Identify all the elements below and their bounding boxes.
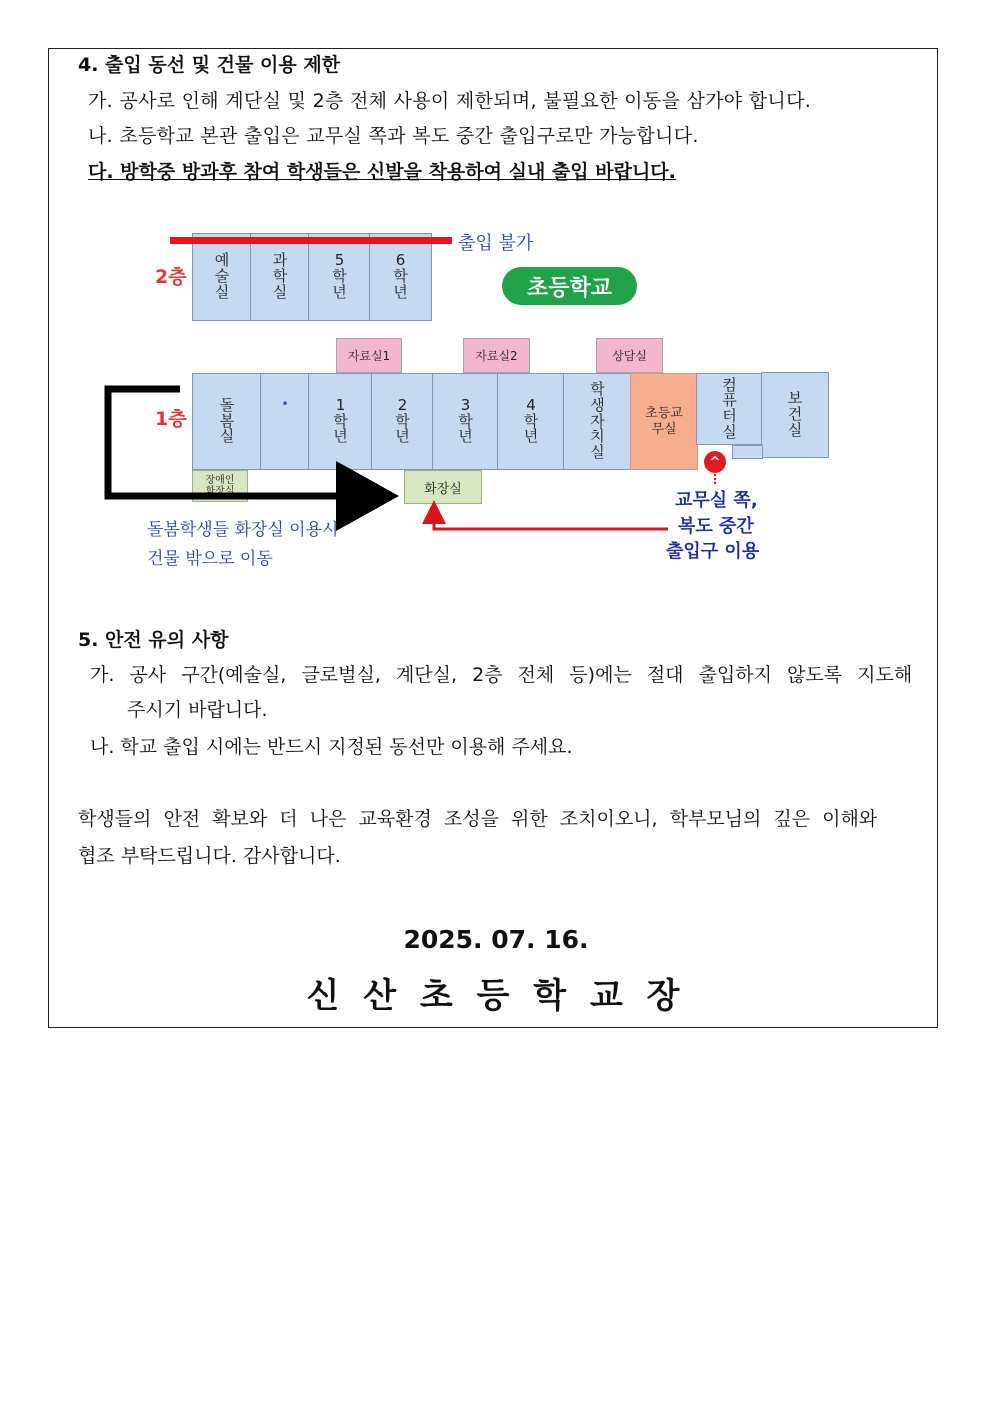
care-note-line2: 건물 밖으로 이동 [147, 549, 273, 569]
entrance-marker-icon: ^ [704, 451, 726, 473]
room-archive1: 자료실1 [336, 338, 402, 373]
room-science-label: 과 학 실 [272, 251, 288, 301]
section4-title: 4. 출입 동선 및 건물 이용 제한 [78, 54, 341, 76]
room-restroom: 화장실 [404, 470, 482, 504]
section5-title: 5. 안전 유의 사항 [78, 629, 229, 651]
room-accessible-restroom-label: 장애인화장실 [205, 475, 235, 497]
room-art-label: 예 술 실 [214, 251, 230, 301]
section4-item-da: 다. 방학중 방과후 참여 학생들은 신발을 착용하여 실내 출입 바랍니다. [88, 161, 676, 183]
care-note-line1: 돌봄학생들 화장실 이용시 [147, 520, 339, 540]
room-teachers-office-label: 초등교무실 [645, 405, 683, 437]
document-date: 2025. 07. 16. [403, 925, 589, 954]
section4-item-ga: 가. 공사로 인해 계단실 및 2층 전체 사용이 제한되며, 불필요한 이동을 삼가야 합니다. [88, 90, 812, 112]
closing-line2: 협조 부탁드립니다. 감사합니다. [78, 845, 341, 867]
room-grade4-label: 4 학 년 [523, 395, 539, 446]
room-grade3-label: 3 학 년 [458, 395, 473, 446]
room-archive2: 자료실2 [463, 338, 530, 373]
room-counseling: 상담실 [596, 338, 663, 373]
section4-item-na: 나. 초등학교 본관 출입은 교무실 쪽과 복도 중간 출입구로만 가능합니다. [88, 125, 699, 147]
entrance-note-line3: 출입구 이용 [666, 541, 760, 562]
floor1-label: 1층 [155, 408, 187, 430]
entrance-note-line1: 교무실 쪽, [675, 490, 758, 511]
room-grade1-label: 1 학 년 [333, 395, 348, 446]
room-grade2-label: 2 학 년 [395, 395, 410, 446]
room-dot: • [281, 397, 289, 412]
section5-item-ga-line2: 주시기 바랍니다. [127, 699, 268, 721]
room-grade6-label: 6 학 년 [393, 251, 408, 301]
room-student-council-label: 학 생 자 치 실 [590, 380, 605, 462]
entrance-route-arrow [434, 506, 668, 529]
room-grade5-label: 5 학 년 [332, 251, 347, 301]
school-badge: 초등학교 [502, 267, 637, 305]
entrance-note-line2: 복도 중간 [678, 516, 754, 537]
room-health-label: 보 건 실 [787, 389, 803, 439]
room-care-label: 돌 봄 실 [219, 395, 235, 446]
section5-item-na: 나. 학교 출입 시에는 반드시 지정된 동선만 이용해 주세요. [90, 736, 573, 758]
section5-item-ga-line1: 가. 공사 구간(예술실, 글로벌실, 계단실, 2층 전체 등)에는 절대 출입하지 않도록 지도해 [90, 664, 913, 686]
floor2-label: 2층 [155, 266, 187, 288]
care-route-arrow [108, 389, 385, 496]
closing-line1: 학생들의 안전 확보와 더 나은 교육환경 조성을 위한 조치이오니, 학부모님의 깊은 이해와 [78, 808, 878, 830]
room-computer-label: 컴 퓨 터 실 [722, 375, 737, 441]
no-entry-label: 출입 불가 [458, 233, 534, 254]
school-principal-signature: 신 산 초 등 학 교 장 [306, 976, 686, 1016]
